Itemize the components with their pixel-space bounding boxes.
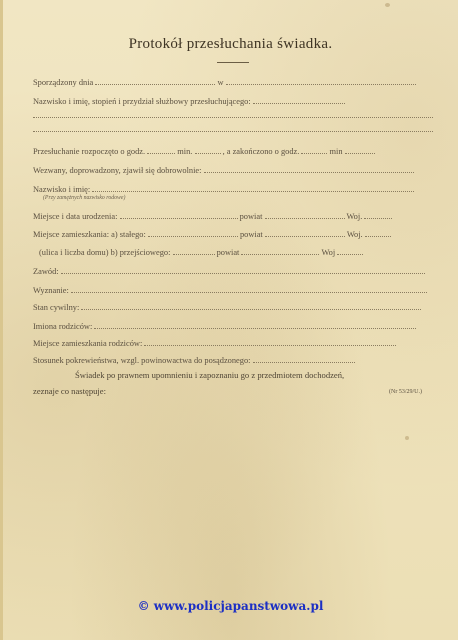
label-w: w [217,78,224,87]
row-examiner [33,95,431,106]
label-zawod: Zawód: [33,267,59,276]
field-stosunek[interactable] [253,354,355,363]
stain-spot [405,436,409,440]
stain-spot [385,3,390,7]
label-examiner: Nazwisko i imię, stopień i przydział służbowy przesłuchującego: [33,97,251,106]
form-reference: (Nr 53/29/U.) [389,389,422,395]
label-woj3: Woj [321,248,336,257]
field-stan[interactable] [81,301,421,310]
label-temp: (ulica i liczba domu) b) przejściowego: [39,248,171,257]
label-woj1: Woj. [346,212,363,221]
field-rodzice[interactable] [94,320,416,329]
label-start: Przesłuchanie rozpoczęto o godz. [33,147,146,156]
label-end: , a zakończono o godz. [222,147,300,156]
row-birth [33,210,431,221]
closing-line-1: Świadek po prawnem upomnieniu i zapoznaniu go z przedmiotem dochodzeń, [75,370,345,380]
label-residence: Miejsce zamieszkania: a) stałego: [33,230,146,239]
label-wyznanie: Wyznanie: [33,286,69,295]
row-wezwany [33,164,431,175]
field-start-hour[interactable] [147,145,175,154]
field-powiat2[interactable] [265,228,345,237]
field-rodzice-miejsce[interactable] [144,337,396,346]
label-stosunek: Stosunek pokrewieństwa, wzgl. powinowactwa do posądzonego: [33,356,251,365]
page-title: Protokół przesłuchania świadka. [128,36,333,52]
field-name[interactable] [92,183,414,192]
label-name-note: (Przy zamężnych nazwisko rodowe) [43,195,126,201]
field-end-min[interactable] [345,145,375,154]
title-rule [217,62,249,63]
field-examiner-cont-1[interactable] [33,117,433,118]
field-powiat1[interactable] [265,210,345,219]
field-powiat3[interactable] [241,246,319,255]
field-zawod[interactable] [61,265,425,274]
label-nazwisko: Nazwisko i imię: [33,185,91,194]
label-sporzadzony: Sporządzony dnia [33,78,94,87]
row-wyznanie [33,284,431,295]
row-stan [33,301,431,312]
field-woj2[interactable] [365,228,391,237]
label-birth: Miejsce i data urodzenia: [33,212,118,221]
label-woj2: Woj. [346,230,363,239]
row-date [33,76,431,87]
label-stan: Stan cywilny: [33,303,80,312]
label-min1: min. [177,147,193,156]
field-temp[interactable] [173,246,215,255]
field-examiner-cont-2[interactable] [33,131,433,132]
field-wyznanie[interactable] [71,284,427,293]
row-name [33,183,431,194]
label-rodzice-miejsce: Miejsce zamieszkania rodziców: [33,339,143,348]
label-powiat3: powiat [216,248,240,257]
label-powiat1: powiat [239,212,263,221]
label-powiat2: powiat [239,230,263,239]
watermark: © www.policjapanstwowa.pl [137,599,324,613]
field-woj1[interactable] [364,210,392,219]
field-end-hour[interactable] [301,145,327,154]
field-birth[interactable] [120,210,238,219]
label-rodzice: Imiona rodziców: [33,322,93,331]
row-rodzice-miejsce [33,337,431,348]
field-residence[interactable] [148,228,238,237]
field-wezwany[interactable] [204,164,414,173]
field-woj3[interactable] [337,246,363,255]
field-examiner[interactable] [253,95,345,104]
row-zawod [33,265,431,276]
closing-line-2: zeznaje co następuje: [33,386,107,396]
row-time [33,145,431,156]
row-temp [39,246,437,257]
row-residence [33,228,431,239]
field-place[interactable] [226,76,416,85]
label-wezwany: Wezwany, doprowadzony, zjawił się dobrowolnie: [33,166,202,175]
label-min2: min [329,147,343,156]
field-start-min[interactable] [195,145,221,154]
field-date[interactable] [95,76,215,85]
row-rodzice [33,320,431,331]
row-stosunek [33,354,431,365]
